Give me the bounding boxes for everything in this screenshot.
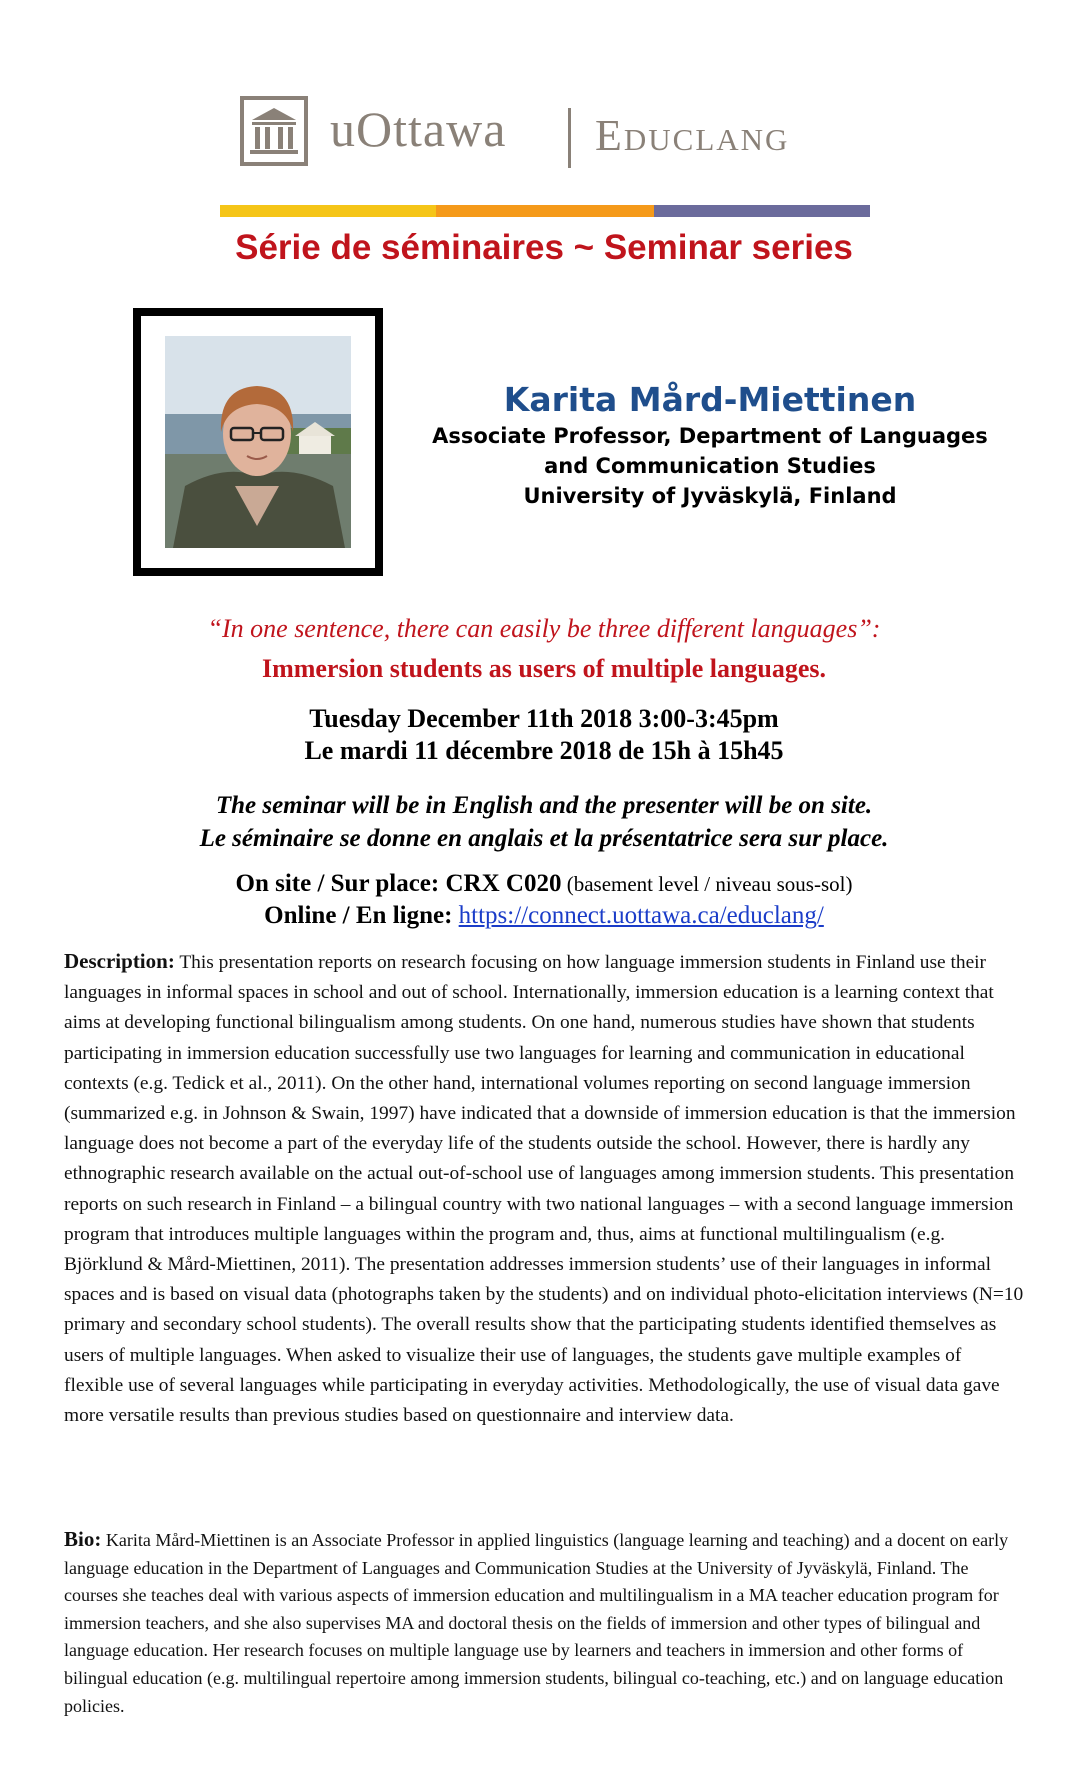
uottawa-educlang-logo (238, 86, 858, 176)
logo-uottawa-text: uOttawa (330, 101, 507, 157)
date-french: Le mardi 11 décembre 2018 de 15h à 15h45 (304, 736, 784, 765)
language-note-english: The seminar will be in English and the presenter will be on site. (215, 792, 873, 819)
header-stripe-yellow (220, 205, 436, 217)
series-title: Série de séminaires ~ Seminar series (235, 228, 853, 267)
header-stripe-purple (654, 205, 870, 217)
description-paragraph (64, 946, 1024, 1431)
speaker-affiliation: University of Jyväskylä, Finland (523, 484, 897, 508)
talk-title-subtitle: Immersion students as users of multiple languages. (261, 654, 827, 683)
onsite-note: (basement level / niveau sous-sol) (561, 872, 853, 896)
talk-title-quote: “In one sentence, there can easily be three different languages”: (207, 614, 881, 643)
logo-educlang-text: Educlang (595, 111, 790, 160)
bio-paragraph (64, 1526, 1024, 1720)
online-link[interactable]: https://connect.uottawa.ca/educlang/ (458, 902, 824, 929)
speaker-photo (165, 336, 351, 548)
bio-text: Karita Mård-Miettinen is an Associate Professor in applied linguistics (language learning and teaching) and a docent on early language education in the Department of Languages and Communication Studies at the University of Jyväskylä, Finland. The courses she teaches deal with various aspects of immersion education and multilingualism in a MA teacher education program for immersion teachers, and she also supervises MA and doctoral thesis on the fields of immersion and other types of bilingual and language education. Her research focuses on multiple language use by learners and teachers in immersion and other forms of bilingual education (e.g. multilingual repertoire among immersion students, bilingual co-teaching, etc.) and on language education policies. (64, 1530, 1009, 1716)
language-note-french: Le séminaire se donne en anglais et la présentatrice sera sur place. (199, 825, 889, 852)
header-stripe-orange (436, 205, 654, 217)
onsite-label: On site / Sur place: (235, 870, 446, 897)
online-label: Online / En ligne: (264, 902, 459, 929)
building-icon (238, 90, 310, 166)
speaker-title-line-2: and Communication Studies (544, 454, 876, 478)
speaker-photo-frame (133, 308, 383, 576)
description-text: This presentation reports on research focusing on how language immersion students in Finland use their languages in informal spaces in school and out of school. Internationally, immersion education is a learning context that aims at developing functional bilingualism among students. On one hand, numerous studies have shown that students participating in immersion education successfully use two languages for learning and communication in educational contexts (e.g. Tedick et al., 2011). On the other hand, international volumes reporting on second language immersion (summarized e.g. in Johnson & Swain, 1997) have indicated that a downside of immersion education is that the immersion language does not become a part of the everyday life of the students outside the school. However, there is hardly any ethnographic research available on the actual out-of-school use of languages among immersion students. This presentation reports on such research in Finland – a bilingual country with two national languages – with a second language immersion program that introduces multiple languages within the program and, thus, aims at functional multilingualism (e.g. Björklund & Mård-Miettinen, 2011). The presentation addresses immersion students’ use of their languages in informal spaces and is based on visual data (photographs taken by the students) and on individual photo-elicitation interviews (N=10 primary and secondary school students). The overall results show that the participating students identified themselves as users of multiple languages. When asked to visualize their use of languages, the students gave multiple examples of flexible use of several languages while participating in everyday activities. Methodologically, the use of visual data gave more versatile results than previous studies based on questionnaire and interview data. (64, 952, 1024, 1427)
onsite-room: CRX C020 (445, 870, 562, 897)
date-english: Tuesday December 11th 2018 3:00-3:45pm (309, 704, 779, 733)
bio-label: Bio: (64, 1527, 102, 1551)
logo-divider (568, 108, 571, 168)
description-label: Description: (64, 949, 175, 973)
onsite-location (0, 870, 1088, 898)
speaker-name: Karita Mård-Miettinen (503, 380, 917, 419)
speaker-title-line-1: Associate Professor, Department of Languages (432, 424, 988, 448)
portrait-illustration (165, 336, 351, 548)
online-location (0, 902, 1088, 930)
